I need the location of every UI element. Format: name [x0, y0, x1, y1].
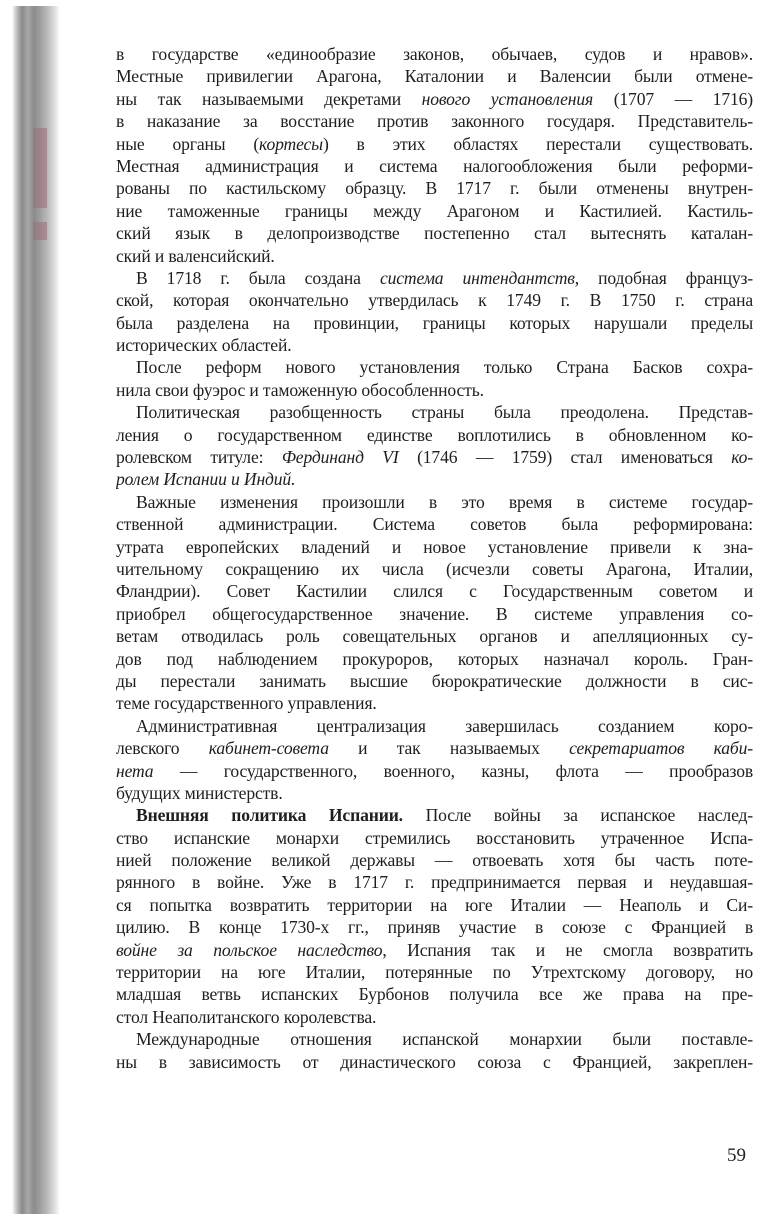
text-run: рянного в войне. Уже в 1717 г. предпринимается первая и неудавшая- [116, 872, 753, 893]
text-run: (1707 — 1716) [593, 88, 753, 109]
text-run: приобрел общегосударственное значение. В системе управления со- [116, 603, 753, 624]
text-line [116, 446, 753, 468]
text-line [116, 916, 753, 938]
text-run: Политическая разобщенность страны была преодолена. Представ- [136, 402, 753, 423]
text-line [116, 334, 753, 356]
text-line [116, 692, 753, 714]
text-line [116, 88, 753, 110]
text-line [116, 424, 753, 446]
text-run: ской, которая окончательно утвердилась к 1749 г. В 1750 г. страна [116, 290, 753, 311]
text-line [116, 536, 753, 558]
text-run: В 1718 г. была создана [136, 267, 380, 288]
text-line [116, 200, 753, 222]
spine-tint [33, 222, 47, 240]
text-run: Административная централизация завершилась созданием коро- [136, 715, 753, 736]
italic-term: система интендантств [379, 267, 575, 288]
text-line [116, 1006, 753, 1028]
text-run: ский и валенсийский. [116, 245, 275, 266]
text-line [116, 894, 753, 916]
text-run: была разделена на провинции, границы которых нарушали пределы [116, 312, 753, 333]
text-run: ные органы ( [116, 133, 260, 154]
text-line [116, 245, 753, 267]
text-line [116, 65, 753, 87]
text-line [116, 983, 753, 1005]
italic-term: кортесы [259, 133, 323, 154]
text-line [116, 760, 753, 782]
paragraph-first-line [116, 804, 753, 826]
text-line [116, 961, 753, 983]
text-run: Важные изменения произошли в это время в системе государ- [136, 491, 753, 512]
paragraph-first-line [116, 356, 753, 378]
text-run: , Испания так и не смогла возвратить [382, 939, 753, 960]
text-run: ролевском титуле: [116, 447, 282, 468]
text-line [116, 603, 753, 625]
text-run: дов под наблюдением прокуроров, которых назначал король. Гран- [116, 648, 753, 669]
text-line [116, 379, 753, 401]
paragraph-first-line [116, 491, 753, 513]
text-line [116, 468, 753, 490]
text-line [116, 155, 753, 177]
italic-term: кабинет-совета [208, 738, 329, 759]
text-run: нией положение великой державы — отвоевать хотя бы часть поте- [116, 850, 753, 871]
text-line [116, 827, 753, 849]
spine-tint [33, 128, 47, 208]
text-run: стол Неаполитанского королевства. [116, 1006, 377, 1027]
text-line [116, 222, 753, 244]
text-run: чительному сокращению их числа (исчезли советы Арагона, Италии, [116, 558, 753, 579]
text-run: нила свои фуэрос и таможенную обособленность. [116, 379, 484, 400]
text-run: ) в этих областях перестали существовать. [322, 133, 753, 154]
text-run: ветам отводилась роль совещательных органов и апелляционных су- [116, 626, 753, 647]
text-run: в государстве «единообразие законов, обычаев, судов и нравов». [116, 44, 753, 64]
text-run: ственной администрации. Система советов была реформирована: [116, 514, 753, 535]
text-run: младшая ветвь испанских Бурбонов получила все же права на пре- [116, 984, 753, 1005]
text-line [116, 939, 753, 961]
italic-term: ко- [731, 447, 753, 468]
text-line [116, 737, 753, 759]
paragraph-first-line [116, 715, 753, 737]
text-run: ны в зависимость от династического союза с Францией, закреплен- [116, 1051, 753, 1072]
text-line [116, 110, 753, 132]
page-number: 59 [727, 1145, 746, 1166]
text-line [116, 670, 753, 692]
text-run: ство испанские монархи стремились восстановить утраченное Испа- [116, 827, 753, 848]
text-line [116, 1051, 753, 1073]
text-line [116, 871, 753, 893]
text-line [116, 312, 753, 334]
section-heading: Внешняя политика Испании. [136, 805, 403, 826]
text-run: рованы по кастильскому образцу. В 1717 г. были отменены внутрен- [116, 178, 753, 199]
text-run: Местная администрация и система налогообложения были реформи- [116, 155, 753, 176]
text-line [116, 43, 753, 65]
text-run: цилию. В конце 1730-х гг., приняв участие в союзе с Францией в [116, 917, 753, 938]
text-run: (1746 — 1759) стал именоваться [398, 447, 732, 468]
paragraph-first-line [116, 267, 753, 289]
text-run: и так называемых [328, 738, 570, 759]
text-run: ны так называемыми декретами [116, 88, 422, 109]
text-run: левского [116, 738, 209, 759]
paragraph-first-line [116, 401, 753, 423]
italic-term: ролем Испании и Индий. [116, 469, 296, 490]
text-run: в наказание за восстание против законного государя. Представитель- [116, 111, 753, 132]
text-line [116, 580, 753, 602]
text-line [116, 648, 753, 670]
italic-term: нета [116, 760, 154, 781]
italic-term: Фердинанд VI [281, 447, 399, 468]
text-run: территории на юге Италии, потерянные по Утрехтскому договору, но [116, 962, 753, 983]
text-run: ды перестали занимать высшие бюрократические должности в сис- [116, 670, 753, 691]
text-run: После войны за испанское наслед- [402, 805, 753, 826]
paragraph-first-line [116, 1028, 753, 1050]
text-line [116, 625, 753, 647]
italic-term: секретариатов каби- [569, 738, 753, 759]
text-line [116, 849, 753, 871]
text-run: Местные привилегии Арагона, Каталонии и Валенсии были отмене- [116, 66, 753, 87]
text-line [116, 513, 753, 535]
text-run: будущих министерств. [116, 782, 283, 803]
text-line [116, 177, 753, 199]
italic-term: войне за польское наследство [116, 939, 383, 960]
text-run: утрата европейских владений и новое установление привели к зна- [116, 536, 753, 557]
text-run: теме государственного управления. [116, 693, 377, 714]
text-run: После реформ нового установления только Страна Басков сохра- [136, 357, 753, 378]
italic-term: нового установления [421, 88, 594, 109]
text-run: ся попытка возвратить территории на юге Италии — Неаполь и Си- [116, 894, 753, 915]
text-run: исторических областей. [116, 335, 292, 356]
text-run: Международные отношения испанской монархии были поставле- [136, 1029, 753, 1050]
text-run: ский язык в делопроизводстве постепенно стал вытеснять каталан- [116, 223, 753, 244]
text-run: ние таможенные границы между Арагоном и Кастилией. Кастиль- [116, 200, 753, 221]
text-line [116, 133, 753, 155]
text-run: Фландрии). Совет Кастилии слился с Государственным советом и [116, 581, 753, 602]
text-line [116, 289, 753, 311]
text-line [116, 782, 753, 804]
text-run: ления о государственном единстве воплотились в обновленном ко- [116, 424, 753, 445]
text-run: , подобная француз- [574, 267, 753, 288]
text-run: — государственного, военного, казны, флота — прообразов [153, 760, 753, 781]
page-body [116, 43, 753, 1073]
text-line [116, 558, 753, 580]
